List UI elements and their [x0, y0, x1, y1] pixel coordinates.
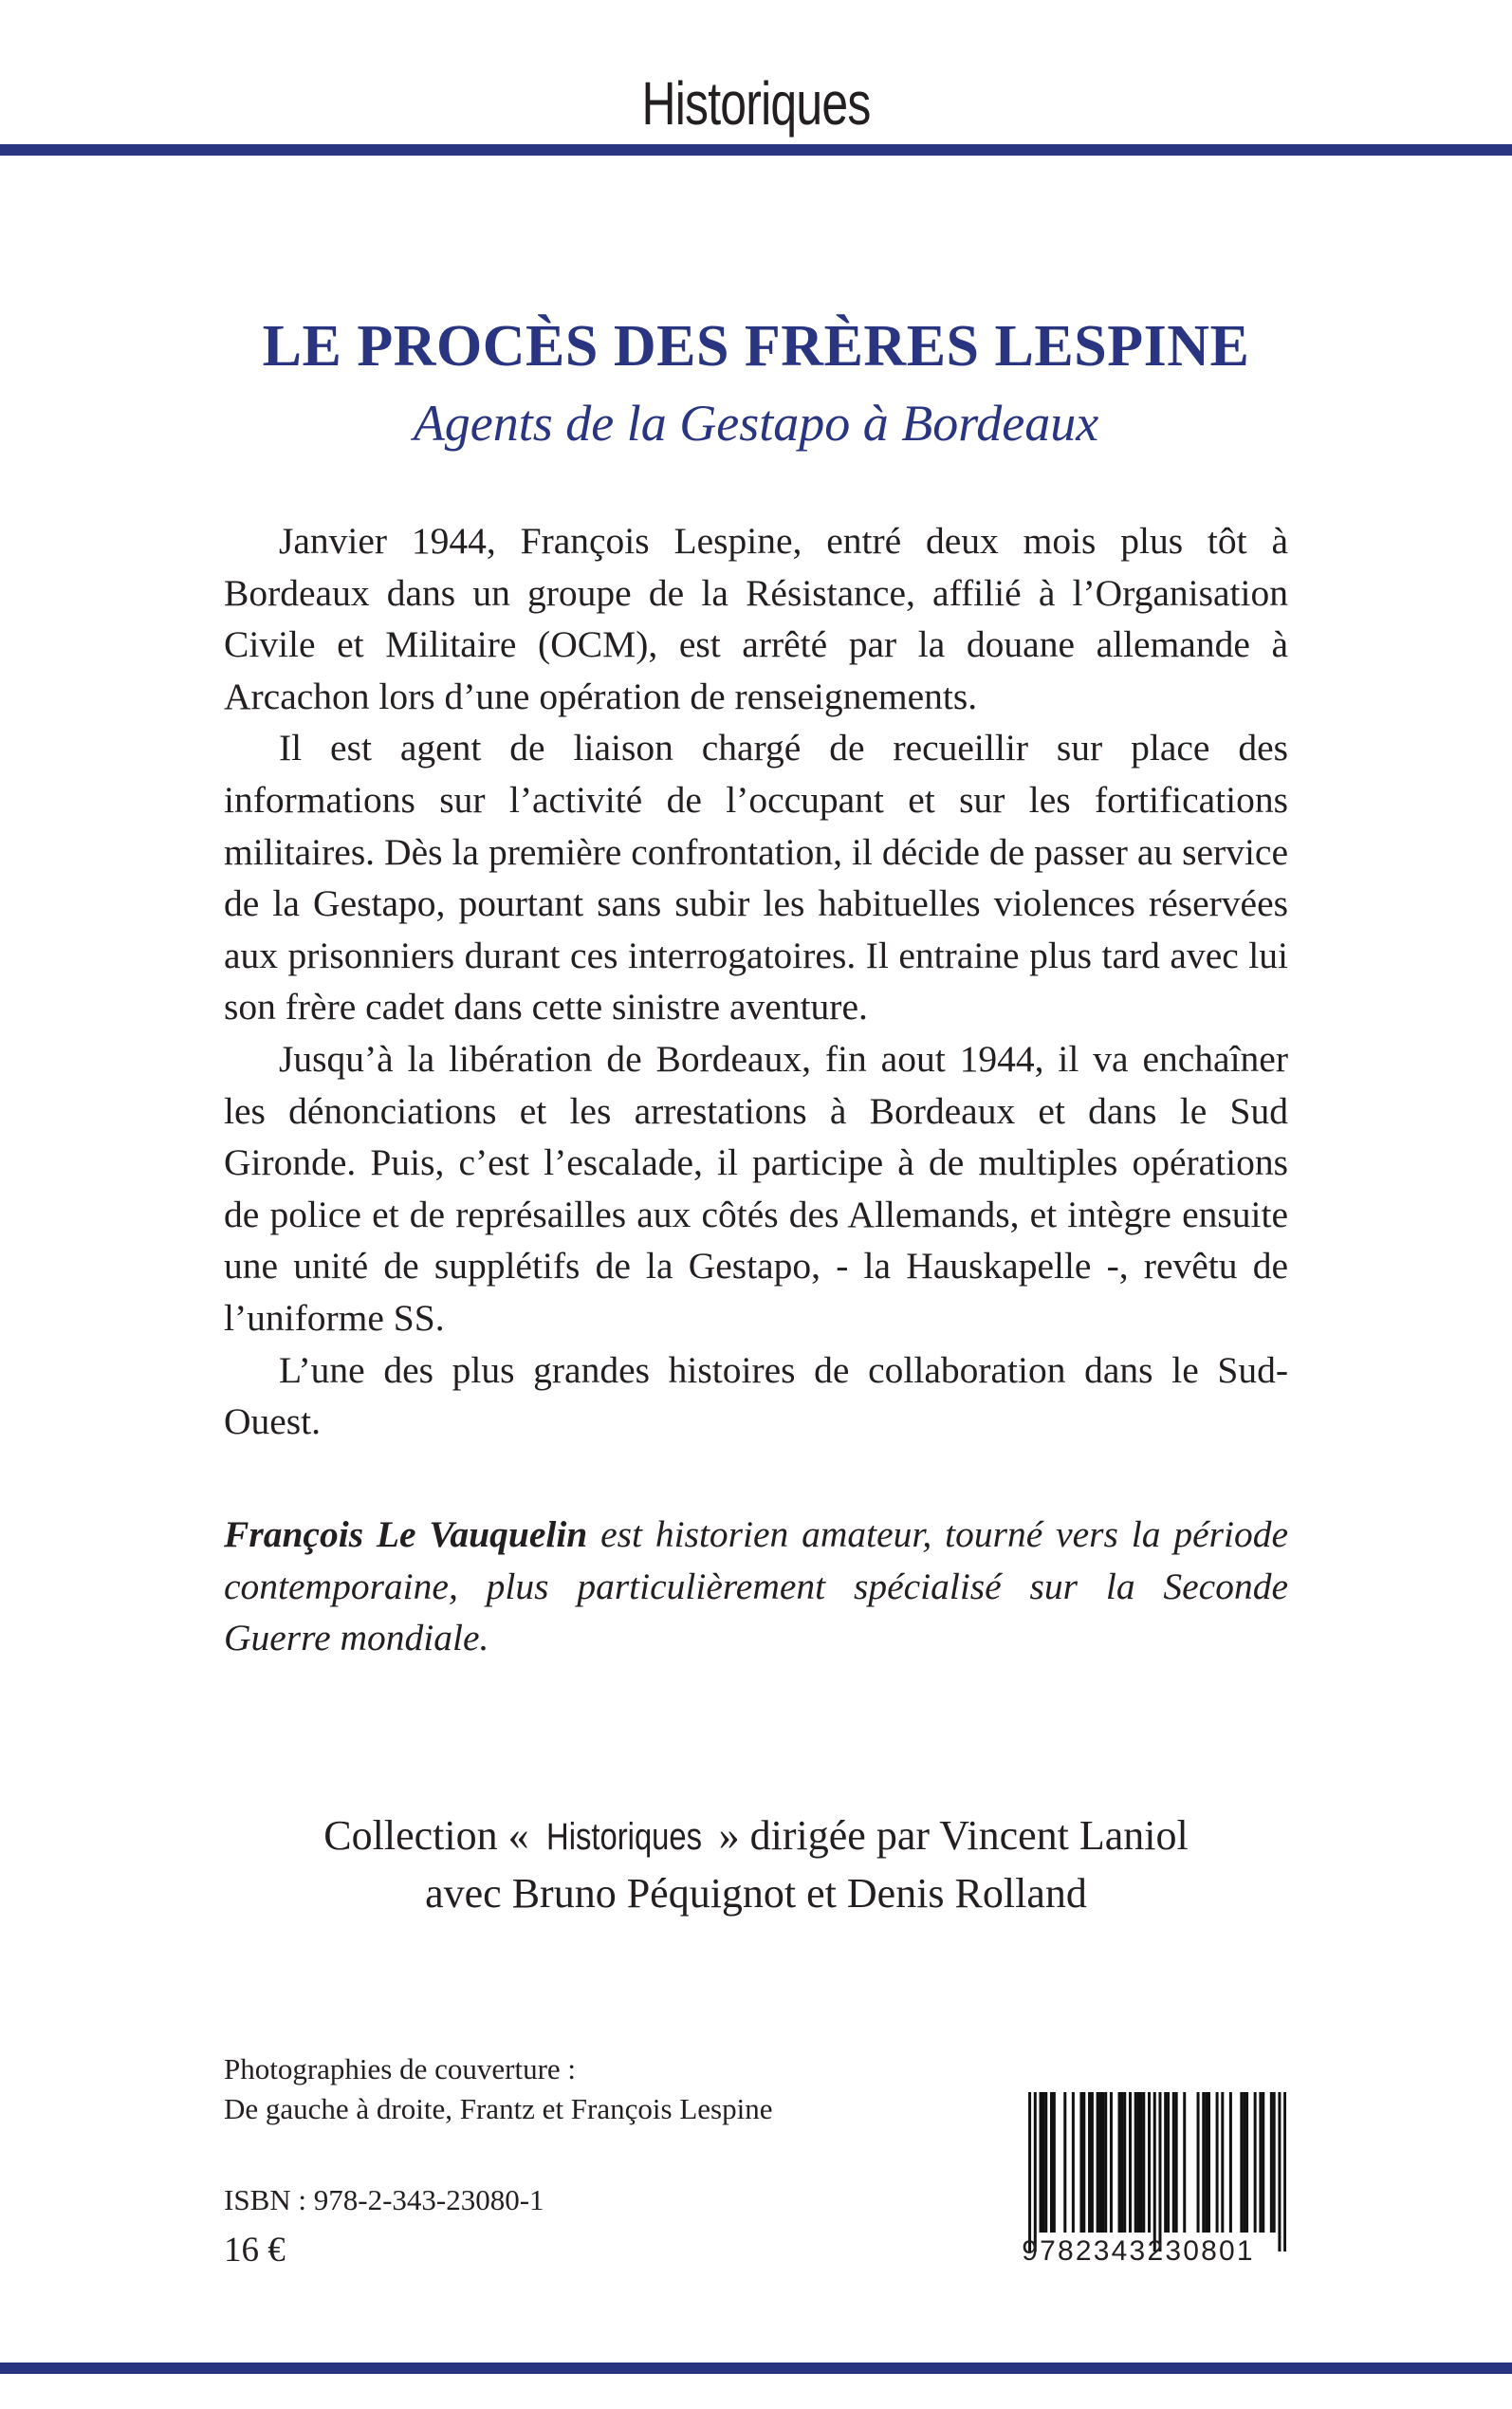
collection-director: dirigée par Vincent Laniol [749, 1812, 1189, 1859]
barcode-guard-bar [1028, 2092, 1031, 2251]
barcode-bar [1104, 2092, 1107, 2233]
barcode-bar [1091, 2092, 1094, 2233]
summary-paragraph: Jusqu’à la libération de Bordeaux, fin aout 1944, il va enchaîner les dénonciations et les arrestations à Bordeaux et dans le Sud Gironde. Puis, c’est l’escalade, il participe à de multiples opérations de police et de représailles aux côtés des Allemands, et intègre ensuite une unité de supplétifs de la Gestapo, - la Hauskapelle -, revêtu de l’uniforme SS. [224, 1037, 1288, 1339]
barcode-bar [1183, 2092, 1186, 2233]
isbn: ISBN : 978-2-343-23080-1 [224, 2183, 544, 2216]
barcode-bar [1175, 2092, 1178, 2233]
summary-paragraph: L’une des plus grandes histoires de collaboration dans le Sud-Ouest. [224, 1348, 1288, 1443]
barcode-bar [1110, 2092, 1113, 2233]
barcode-bar [1101, 2092, 1104, 2233]
barcode-bar [1044, 2092, 1047, 2233]
barcode-bar [1040, 2092, 1042, 2233]
barcode-bar [1197, 2092, 1200, 2233]
barcode-bar [1270, 2092, 1273, 2233]
book-subtitle: Agents de la Gestapo à Bordeaux [413, 395, 1099, 452]
barcode-bar [1221, 2092, 1224, 2233]
barcode-bar [1208, 2092, 1210, 2233]
barcode-bar [1229, 2092, 1232, 2233]
barcode-bar [1142, 2092, 1145, 2233]
barcode-bar [1262, 2092, 1264, 2233]
collection-line-1 [0, 1807, 1512, 1865]
photo-credit [224, 2049, 772, 2129]
author-bio [224, 1509, 1288, 1664]
barcode-bar [1273, 2092, 1276, 2233]
barcode-guard-bar [1158, 2092, 1161, 2251]
summary-paragraph: Il est agent de liaison chargé de recueillir sur place des informations sur l’activité de l’occupant et sur les fortifications militaires. Dès la première confrontation, il décide de passer au service de la Gestapo, pourtant sans subir les habituelles violences réservées aux prisonniers durant ces interrogatoires. Il entraine plus tard avec lui son frère cadet dans cette sinistre aventure. [224, 727, 1288, 1028]
barcode-guard-bar [1153, 2092, 1156, 2251]
collection-line-2: avec Bruno Péquignot et Denis Rolland [425, 1870, 1087, 1917]
summary-text [224, 515, 1288, 1448]
barcode-bar [1167, 2092, 1170, 2233]
barcode-bar [1164, 2092, 1167, 2233]
summary-paragraph: Janvier 1944, François Lespine, entré deux mois plus tôt à Bordeaux dans un groupe de la Résistance, affilié à l’Organisation Civile et Militaire (OCM), est arrêté par la douane allemande à Arcachon lors d’une opération de renseignements. [224, 520, 1288, 717]
barcode-bar [1072, 2092, 1075, 2233]
book-title: LE PROCÈS DES FRÈRES LESPINE [262, 314, 1250, 379]
bottom-rule [0, 2363, 1512, 2374]
collection-open-quote: « [507, 1812, 529, 1859]
collection-credits [0, 1807, 1512, 1922]
barcode-bar [1137, 2092, 1140, 2233]
barcode-bar [1240, 2092, 1243, 2233]
barcode-bar [1205, 2092, 1208, 2233]
barcode-bar [1053, 2092, 1056, 2233]
barcode-guard-bar [1034, 2092, 1037, 2251]
barcode-bar [1259, 2092, 1262, 2233]
barcode-bar [1129, 2092, 1132, 2233]
barcode-bar [1243, 2092, 1245, 2233]
collection-series-name: Historiques [545, 1816, 702, 1858]
barcode-bar [1123, 2092, 1126, 2233]
author-bio-text: est historien amateur, tourné vers la période contemporaine, plus particulièrement spécialisé sur la Seconde Guerre mondiale. [224, 1513, 1288, 1659]
barcode-bar [1216, 2092, 1219, 2233]
barcode-bar [1099, 2092, 1102, 2233]
barcode-bar [1139, 2092, 1142, 2233]
barcode-bar [1120, 2092, 1123, 2233]
barcode-bar [1245, 2092, 1248, 2233]
barcode-bar [1097, 2092, 1099, 2233]
barcode-bar [1079, 2092, 1082, 2233]
collection-close-quote: » [718, 1812, 740, 1859]
barcode-bar [1088, 2092, 1091, 2233]
price: 16 € [224, 2231, 286, 2270]
barcode-bar [1172, 2092, 1175, 2233]
collection-prefix: Collection [323, 1812, 498, 1859]
barcode-bar [1042, 2092, 1044, 2233]
barcode-digits: 9782343230801 [1022, 2235, 1255, 2267]
barcode-guard-bar [1278, 2092, 1281, 2251]
barcode-bar [1063, 2092, 1066, 2233]
series-title: Historiques [641, 69, 871, 138]
barcode-guard-bar [1283, 2092, 1286, 2251]
barcode-bar [1148, 2092, 1151, 2233]
barcode-bar [1254, 2092, 1257, 2233]
top-rule [0, 144, 1512, 156]
barcode-bar [1082, 2092, 1085, 2233]
author-name: François Le Vauquelin [224, 1513, 588, 1555]
photo-credit-line-2: De gauche à droite, Frantz et François Lespine [224, 2092, 773, 2125]
barcode-bar [1134, 2092, 1137, 2233]
barcode-bar [1050, 2092, 1053, 2233]
barcode-bar [1118, 2092, 1121, 2233]
photo-credit-line-1: Photographies de couverture : [224, 2052, 577, 2085]
barcode-bar [1202, 2092, 1205, 2233]
